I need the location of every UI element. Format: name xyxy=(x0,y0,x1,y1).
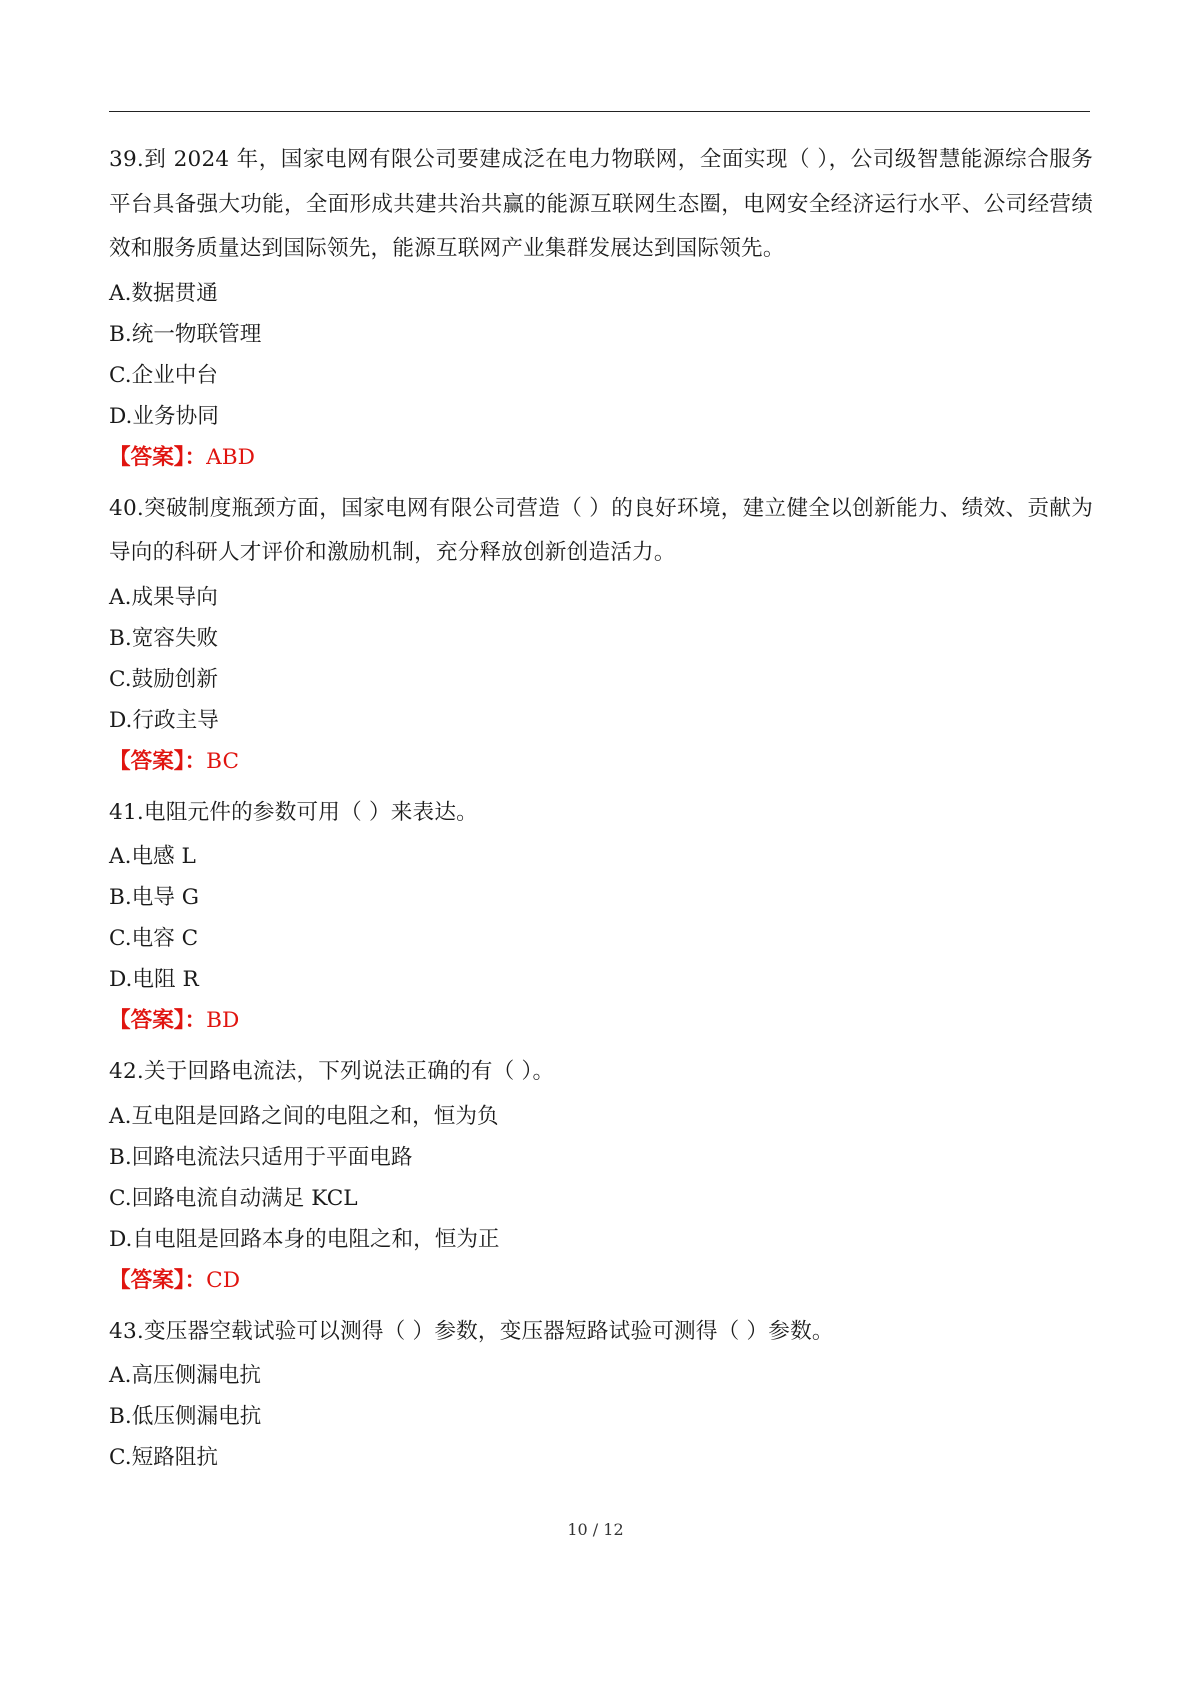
option-d: D.电阻 R xyxy=(109,967,199,992)
option-b: B.宽容失败 xyxy=(109,625,219,651)
option-c: C.企业中台 xyxy=(109,362,218,388)
answer-line xyxy=(109,741,1093,782)
option-d: D.自电阻是回路本身的电阻之和，恒为正 xyxy=(109,1226,500,1252)
question-stem: 42.关于回路电流法，下列说法正确的有（ ）。 xyxy=(109,1059,555,1084)
question-39 xyxy=(109,138,1093,478)
answer-line xyxy=(109,437,1093,478)
answer-label: 【答案】： xyxy=(109,1008,207,1033)
option-a: A.电感 L xyxy=(109,844,196,869)
option-c: C.鼓励创新 xyxy=(109,666,218,692)
question-stem: 43.变压器空载试验可以测得（ ）参数，变压器短路试验可测得（ ）参数。 xyxy=(109,1318,834,1344)
answer-label: 【答案】： xyxy=(109,1267,207,1293)
answer-label: 【答案】： xyxy=(109,444,207,470)
answer-value: ABD xyxy=(206,444,255,470)
option-c: C.短路阻抗 xyxy=(109,1445,218,1470)
option-d: D.业务协同 xyxy=(109,403,219,429)
answer-value: BD xyxy=(206,1008,240,1033)
option-a: A.互电阻是回路之间的电阻之和，恒为负 xyxy=(109,1103,499,1129)
option-b: B.低压侧漏电抗 xyxy=(109,1404,262,1429)
option-b: B.回路电流法只适用于平面电路 xyxy=(109,1144,413,1170)
option-a: A.高压侧漏电抗 xyxy=(109,1363,262,1388)
answer-line xyxy=(109,1260,1093,1301)
question-40 xyxy=(109,487,1093,782)
option-a: A.成果导向 xyxy=(109,584,218,610)
question-stem: 41.电阻元件的参数可用（ ）来表达。 xyxy=(109,799,478,825)
header-rule xyxy=(109,111,1090,112)
option-b: B.统一物联管理 xyxy=(109,321,262,347)
answer-value: BC xyxy=(206,748,239,774)
question-stem: 40.突破制度瓶颈方面，国家电网有限公司营造（ ）的良好环境，建立健全以创新能力、绩效、贡献为导向的科研人才评价和激励机制，充分释放创新创造活力。 xyxy=(109,495,1093,565)
question-42 xyxy=(109,1050,1093,1301)
option-c: C.回路电流自动满足 KCL xyxy=(109,1185,358,1211)
question-list xyxy=(109,138,1093,1478)
option-b: B.电导 G xyxy=(109,885,200,910)
question-41 xyxy=(109,791,1093,1042)
option-a: A.数据贯通 xyxy=(109,280,218,306)
question-43 xyxy=(109,1310,1093,1479)
option-d: D.行政主导 xyxy=(109,707,219,733)
answer-label: 【答案】： xyxy=(109,748,207,774)
page-number: 10 / 12 xyxy=(567,1520,624,1539)
answer-value: CD xyxy=(206,1267,241,1293)
question-stem: 39.到 2024 年，国家电网有限公司要建成泛在电力物联网，全面实现（ ），公司级智慧能源综合服务平台具备强大功能，全面形成共建共治共赢的能源互联网生态圈，电网安全经济运行水平、公司经营绩效和服务质量达到国际领先，能源互联网产业集群发展达到国际领先。 xyxy=(109,147,1093,261)
option-c: C.电容 C xyxy=(109,926,199,951)
answer-line xyxy=(109,1000,1093,1041)
